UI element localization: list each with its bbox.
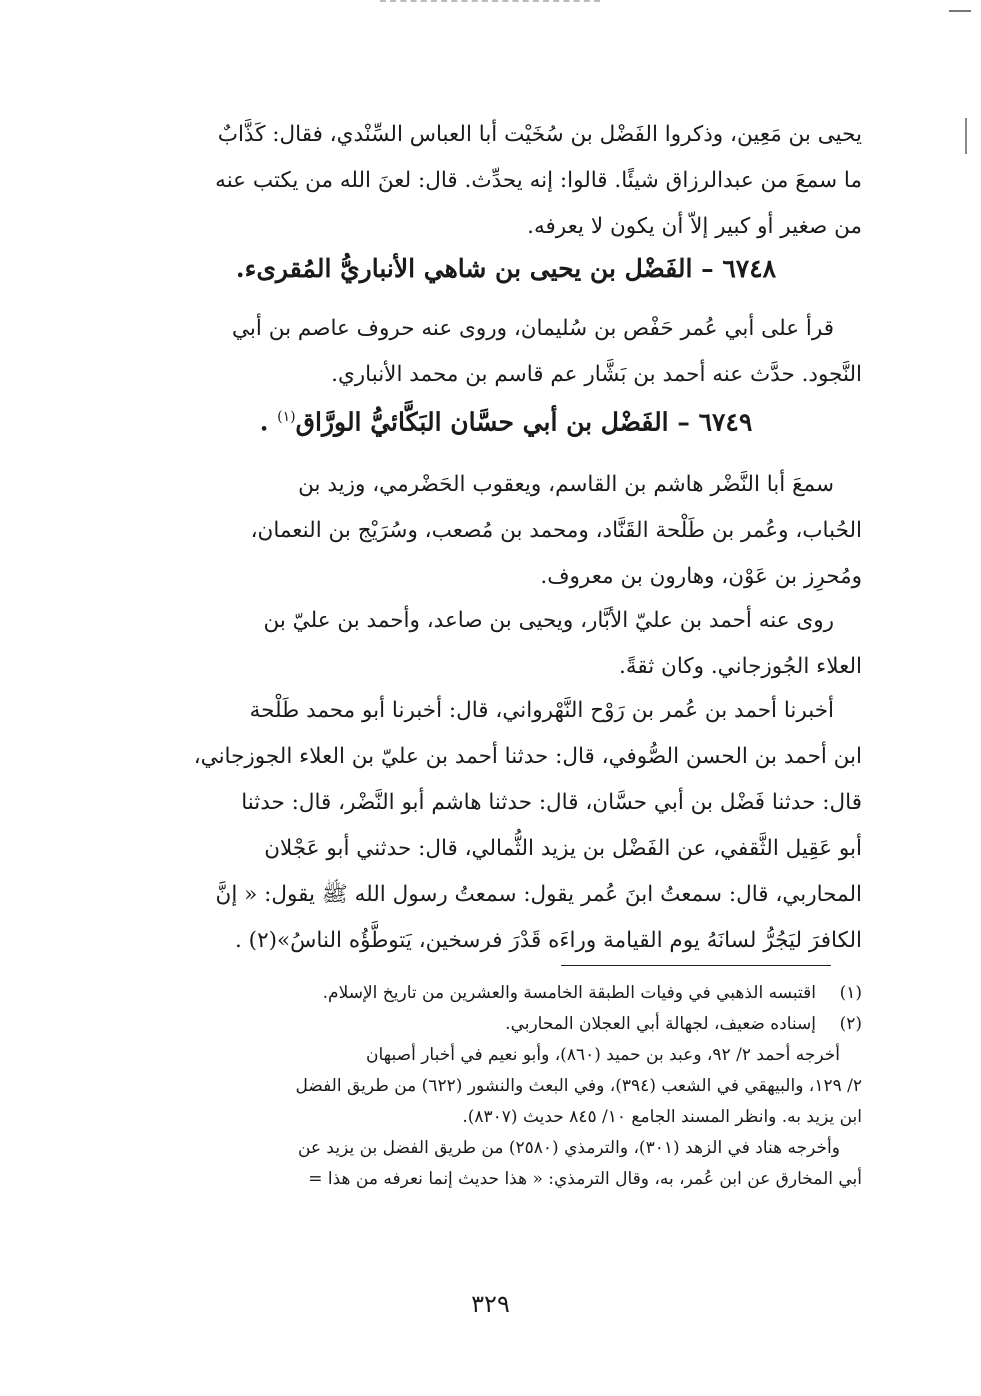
footnotes xyxy=(160,978,862,1195)
text-line: ابن أحمد بن الحسن الصُّوفي، قال: حدثنا أحمد بن عليّ بن العلاء الجوزجاني، xyxy=(193,744,862,769)
top-scan-mark xyxy=(380,0,600,2)
entry-6749-para-2 xyxy=(150,598,862,690)
text-line: أبو عَقِيل الثَّقفي، عن الفَضْل بن يزيد الثُّمالي، قال: حدثني أبو عَجْلان xyxy=(264,836,862,861)
footnote-cont-line: ٢/ ١٢٩، والبيهقي في الشعب (٣٩٤)، وفي البعث والنشور (٦٢٢) من طريق الفضل xyxy=(295,1076,862,1096)
entry-title-end: . xyxy=(259,407,269,437)
text-line: من صغير أو كبير إلاّ أن يكون لا يعرفه. xyxy=(527,214,862,239)
text-line: ومُحرِز بن عَوْن، وهارون بن معروف. xyxy=(540,564,862,589)
entry-6749-para-1 xyxy=(150,462,862,600)
text-line: قرأ على أبي عُمر حَفْص بن سُليمان، وروى عنه حروف عاصم بن أبي xyxy=(232,316,834,341)
footnote-ref-1: (١) xyxy=(277,409,296,425)
text-line: الحُباب، وعُمر بن طَلْحة القَنَّاد، ومحمد بن مُصعب، وسُرَيْج بن النعمان، xyxy=(250,518,862,543)
text-line: الكافرَ ليَجُرُّ لسانَهُ يوم القيامة وراءَه قَدْرَ فرسخين، يَتوطَّؤُه الناسُ»(٢) . xyxy=(235,928,862,953)
corner-scan-mark xyxy=(949,10,971,12)
footnote-cont-line: أبي المخارق عن ابن عُمر، به، وقال الترمذي: « هذا حديث إنما نعرفه من هذا = xyxy=(308,1169,862,1189)
footnote-divider xyxy=(561,965,831,966)
text-line: يحيى بن مَعِين، وذكروا الفَضْل بن سُخَيْت أبا العباس السِّنْدي، فقال: كَذَّابٌ xyxy=(217,122,862,147)
text-line: النَّجود. حدَّث عنه أحمد بن بَشَّار عم قاسم بن محمد الأنباري. xyxy=(331,362,862,387)
entry-heading-6749 xyxy=(150,394,862,445)
footnote-number: (١) xyxy=(839,983,862,1003)
footnote-cont-line: أخرجه أحمد ٢/ ٩٢، وعبد بن حميد (٨٦٠)، وأبو نعيم في أخبار أصبهان xyxy=(366,1045,840,1065)
footnote-text: إسناده ضعيف، لجهالة أبي العجلان المحاربي. xyxy=(505,1014,816,1034)
text-line: سمعَ أبا النَّضْر هاشم بن القاسم، ويعقوب الحَضْرمي، وزيد بن xyxy=(298,472,834,497)
entry-6748-text xyxy=(150,306,862,398)
text-line: روى عنه أحمد بن عليّ الأبَّار، ويحيى بن صاعد، وأحمد بن عليّ بن xyxy=(263,608,834,633)
entry-6749-para-3 xyxy=(150,688,862,964)
text-line: المحاربي، قال: سمعتُ ابنَ عُمر يقول: سمعتُ رسول الله ﷺ يقول: « إنَّ xyxy=(215,882,862,907)
text-line: ما سمعَ من عبدالرزاق شيئًا. قالوا: إنه يحدِّث. قال: لعنَ الله من يكتب عنه xyxy=(215,168,862,193)
footnote-item xyxy=(160,978,862,1009)
footnote-item xyxy=(160,1009,862,1040)
entry-title: – الفَضْل بن أبي حسَّان البَكَّائيُّ الورَّاق xyxy=(295,407,690,437)
page-number: ٣٢٩ xyxy=(471,1290,510,1318)
text-line: أخبرنا أحمد بن عُمر بن رَوْح النَّهْرواني، قال: أخبرنا أبو محمد طَلْحة xyxy=(249,698,834,723)
prev-entry-text xyxy=(150,112,862,250)
footnote-number: (٢) xyxy=(839,1014,862,1034)
entry-title: – الفَضْل بن يحيى بن شاهي الأنباريُّ المُقرىء. xyxy=(235,254,714,283)
text-line: قال: حدثنا فَضْل بن أبي حسَّان، قال: حدثنا هاشم أبو النَّضْر، قال: حدثنا xyxy=(241,790,862,815)
text-line: العلاء الجُوزجاني. وكان ثقةً. xyxy=(619,654,862,679)
entry-number: ٦٧٤٩ xyxy=(698,407,753,437)
footnote-cont-line: ابن يزيد به. وانظر المسند الجامع ١٠/ ٨٤٥ حديث (٨٣٠٧). xyxy=(462,1107,862,1127)
footnote-text: اقتبسه الذهبي في وفيات الطبقة الخامسة والعشرين من تاريخ الإسلام. xyxy=(322,983,816,1003)
entry-number: ٦٧٤٨ xyxy=(722,254,777,283)
footnote-cont-line: وأخرجه هناد في الزهد (٣٠١)، والترمذي (٢٥٨٠) من طريق الفضل بن يزيد عن xyxy=(297,1138,840,1158)
margin-scan-mark xyxy=(965,118,967,154)
entry-heading-6748 xyxy=(150,246,862,292)
